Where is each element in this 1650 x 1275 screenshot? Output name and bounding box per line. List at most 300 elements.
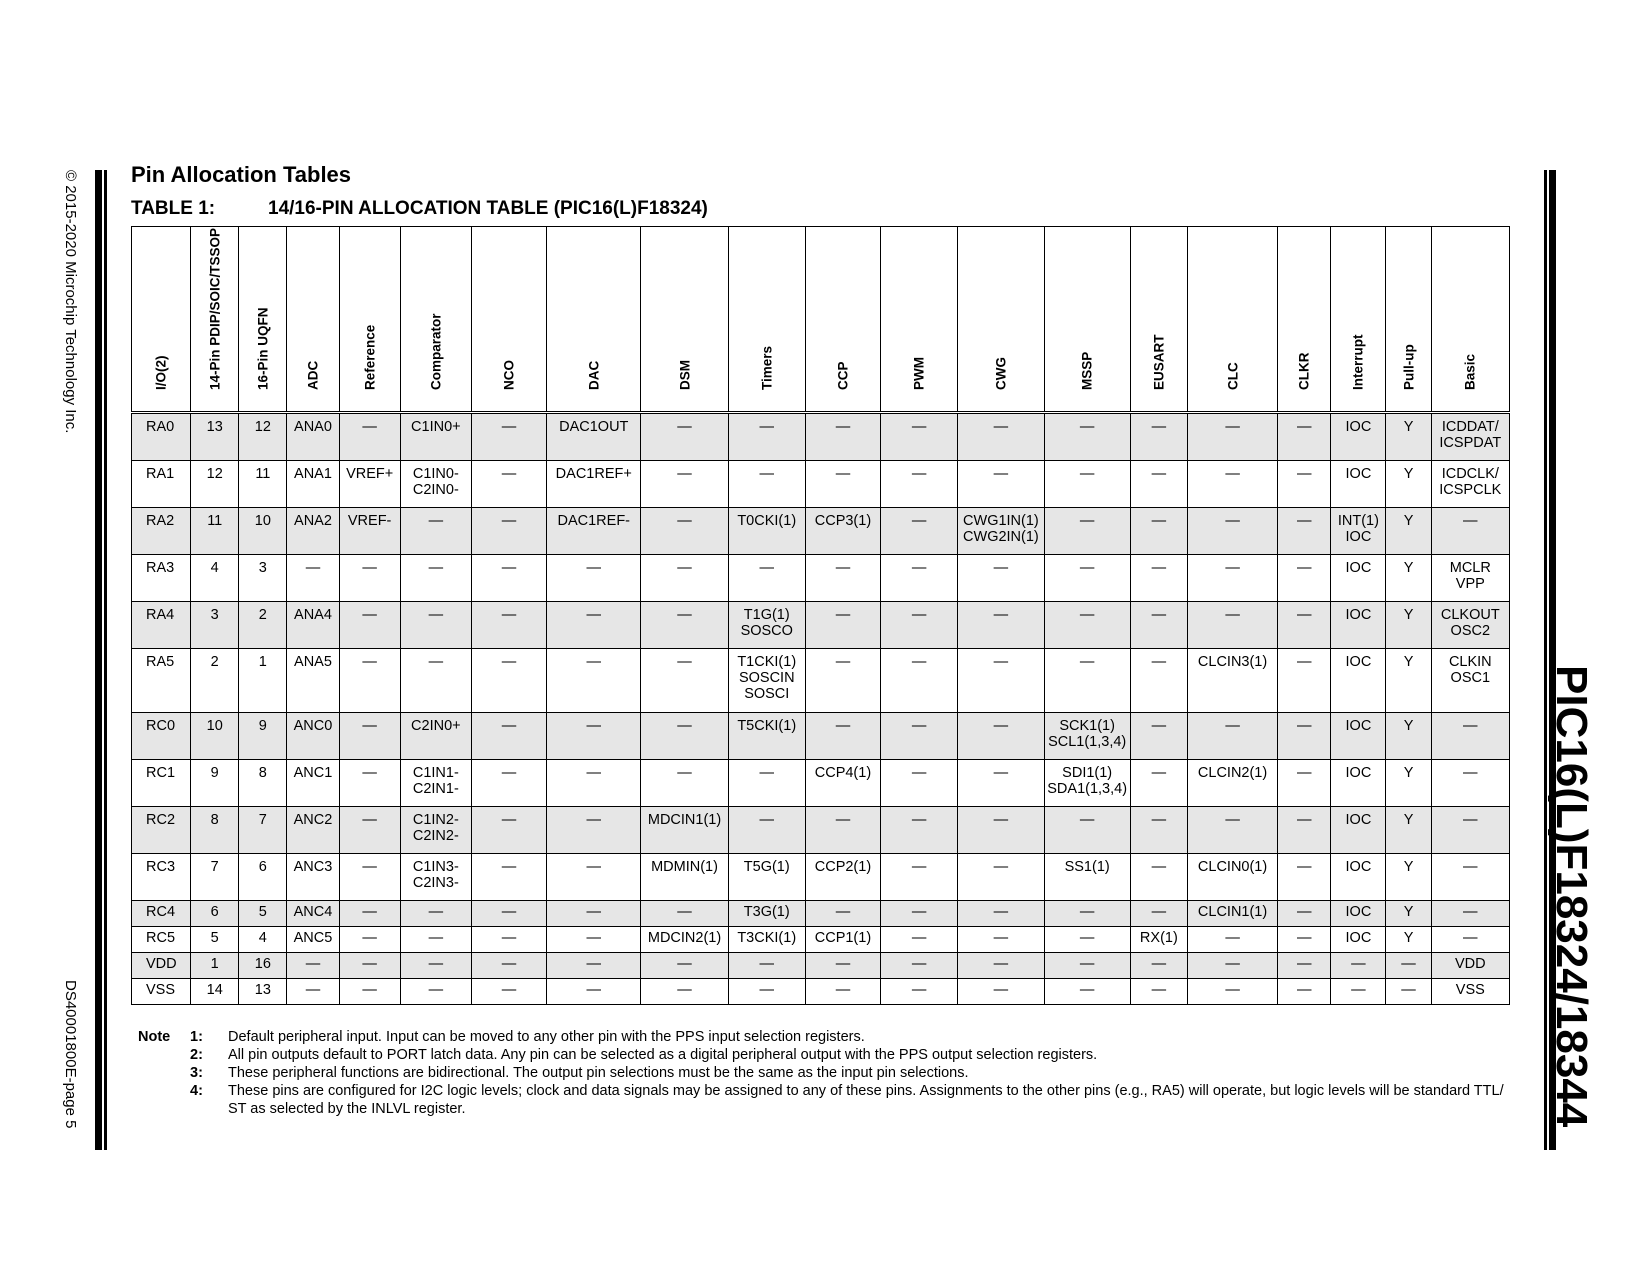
table-cell: —	[958, 854, 1044, 901]
table-cell: —	[1187, 461, 1277, 508]
table-cell: —	[958, 713, 1044, 760]
table-cell: —	[881, 901, 958, 927]
table-cell: ICDDAT/ ICSPDAT	[1431, 413, 1509, 461]
table-cell: —	[1044, 927, 1130, 953]
table-cell: —	[1278, 854, 1331, 901]
table-cell: —	[881, 807, 958, 854]
table-cell: —	[1187, 713, 1277, 760]
table-cell: RX(1)	[1130, 927, 1187, 953]
col-header	[339, 227, 400, 413]
col-header-label: NCO	[501, 360, 517, 390]
table-cell: —	[958, 901, 1044, 927]
table-cell: —	[881, 953, 958, 979]
table-cell: —	[471, 555, 546, 602]
table-row	[132, 807, 1510, 854]
table-cell: —	[805, 807, 880, 854]
table-cell: ANC0	[287, 713, 339, 760]
table-cell: —	[805, 901, 880, 927]
table-cell: —	[728, 555, 805, 602]
table-cell: —	[728, 413, 805, 461]
table-cell: CCP4(1)	[805, 760, 880, 807]
table-cell: —	[1187, 508, 1277, 555]
table-cell: 14	[191, 979, 239, 1005]
col-header-label: Reference	[362, 324, 378, 390]
table-cell: —	[1130, 760, 1187, 807]
table-cell: —	[881, 649, 958, 713]
table-cell: CLCIN2(1)	[1187, 760, 1277, 807]
table-label: TABLE 1:	[131, 198, 216, 219]
table-cell: —	[400, 649, 471, 713]
table-cell: —	[339, 854, 400, 901]
table-cell: —	[805, 555, 880, 602]
table-cell: ICDCLK/ ICSPCLK	[1431, 461, 1509, 508]
col-header-label: DAC	[586, 360, 602, 390]
table-cell: —	[1431, 854, 1509, 901]
table-cell: Y	[1386, 807, 1431, 854]
table-body	[132, 413, 1510, 1005]
col-header	[1431, 227, 1509, 413]
note-number: 3:	[190, 1065, 203, 1081]
table-cell: MDCIN2(1)	[641, 927, 728, 953]
table-cell: —	[339, 713, 400, 760]
col-header-label: PWM	[911, 357, 927, 390]
table-cell: —	[641, 508, 728, 555]
table-cell: 6	[191, 901, 239, 927]
table-cell: —	[1044, 953, 1130, 979]
col-header	[547, 227, 641, 413]
table-cell: 5	[191, 927, 239, 953]
table-cell: —	[339, 979, 400, 1005]
table-cell: —	[1278, 901, 1331, 927]
col-header	[1130, 227, 1187, 413]
table-cell: IOC	[1331, 713, 1386, 760]
table-cell: —	[547, 602, 641, 649]
table-cell: —	[471, 807, 546, 854]
table-cell: MDCIN1(1)	[641, 807, 728, 854]
table-cell: —	[471, 508, 546, 555]
note-item	[138, 1028, 1508, 1046]
table-cell: CLCIN3(1)	[1187, 649, 1277, 713]
col-header	[1044, 227, 1130, 413]
col-header	[239, 227, 287, 413]
col-header	[191, 227, 239, 413]
table-cell: —	[547, 555, 641, 602]
table-cell: RC0	[132, 713, 191, 760]
part-number-title: PIC16(L)F18324/18344	[1547, 665, 1596, 1128]
table-cell: —	[1278, 953, 1331, 979]
table-cell: C1IN0- C2IN0-	[400, 461, 471, 508]
table-cell: —	[1130, 979, 1187, 1005]
table-cell: SCK1(1) SCL1(1,3,4)	[1044, 713, 1130, 760]
table-cell: —	[1278, 649, 1331, 713]
table-cell: ANC1	[287, 760, 339, 807]
col-header-label: I/O(2)	[153, 355, 169, 390]
table-cell: —	[547, 979, 641, 1005]
table-cell: IOC	[1331, 760, 1386, 807]
table-cell: —	[881, 555, 958, 602]
note-text: These peripheral functions are bidirectional. The output pin selections must be the same as the input pin selections.	[228, 1065, 969, 1081]
table-cell: T1G(1) SOSCO	[728, 602, 805, 649]
table-cell: —	[1130, 461, 1187, 508]
table-cell: —	[1331, 953, 1386, 979]
table-cell: CWG1IN(1) CWG2IN(1)	[958, 508, 1044, 555]
table-cell: —	[641, 555, 728, 602]
table-row	[132, 508, 1510, 555]
table-cell: —	[805, 461, 880, 508]
table-cell: —	[805, 649, 880, 713]
col-header	[1386, 227, 1431, 413]
table-caption	[131, 198, 708, 220]
table-cell: —	[641, 979, 728, 1005]
table-cell: —	[958, 807, 1044, 854]
table-cell: SDI1(1) SDA1(1,3,4)	[1044, 760, 1130, 807]
table-cell: —	[641, 413, 728, 461]
table-cell: 1	[239, 649, 287, 713]
col-header-label: CWG	[993, 357, 1009, 390]
col-header-label: Interrupt	[1350, 334, 1366, 390]
table-cell: CCP1(1)	[805, 927, 880, 953]
table-cell: DAC1OUT	[547, 413, 641, 461]
table-cell: VDD	[132, 953, 191, 979]
table-cell: T3G(1)	[728, 901, 805, 927]
col-header	[728, 227, 805, 413]
note-item	[138, 1064, 1508, 1082]
col-header	[958, 227, 1044, 413]
table-cell: —	[881, 979, 958, 1005]
table-cell: 9	[239, 713, 287, 760]
table-cell: 6	[239, 854, 287, 901]
table-cell: —	[881, 413, 958, 461]
table-cell: —	[881, 602, 958, 649]
table-cell: —	[1187, 953, 1277, 979]
col-header-label: Pull-up	[1401, 344, 1417, 390]
table-cell: —	[1187, 927, 1277, 953]
table-cell: —	[728, 807, 805, 854]
table-cell: —	[958, 927, 1044, 953]
table-row	[132, 649, 1510, 713]
table-cell: 12	[239, 413, 287, 461]
table-cell: —	[471, 649, 546, 713]
table-cell: VDD	[1431, 953, 1509, 979]
table-cell: —	[547, 953, 641, 979]
table-cell: —	[881, 461, 958, 508]
table-cell: CLKOUT OSC2	[1431, 602, 1509, 649]
col-header-label: 14-Pin PDIP/SOIC/TSSOP	[207, 227, 223, 390]
table-cell: —	[1386, 953, 1431, 979]
col-header-label: CLKR	[1296, 352, 1312, 390]
table-cell: 13	[191, 413, 239, 461]
table-cell: —	[287, 555, 339, 602]
table-cell: 3	[191, 602, 239, 649]
section-title: Pin Allocation Tables	[131, 162, 352, 187]
pin-allocation-table	[131, 226, 1510, 1005]
table-cell: C2IN0+	[400, 713, 471, 760]
table-cell: —	[287, 953, 339, 979]
table-cell: —	[641, 713, 728, 760]
table-cell: —	[339, 807, 400, 854]
table-cell: —	[1278, 555, 1331, 602]
table-cell: —	[1130, 602, 1187, 649]
table-cell: —	[881, 927, 958, 953]
table-cell: —	[471, 953, 546, 979]
note-item	[138, 1082, 1508, 1118]
col-header	[1278, 227, 1331, 413]
table-cell: —	[641, 602, 728, 649]
table-cell: ANC5	[287, 927, 339, 953]
table-cell: —	[641, 953, 728, 979]
table-cell: —	[339, 555, 400, 602]
table-cell: —	[1044, 555, 1130, 602]
table-cell: Y	[1386, 413, 1431, 461]
table-cell: —	[958, 413, 1044, 461]
table-cell: —	[400, 901, 471, 927]
table-cell: —	[547, 901, 641, 927]
table-cell: —	[1187, 555, 1277, 602]
table-cell: ANC3	[287, 854, 339, 901]
table-cell: —	[471, 713, 546, 760]
table-cell: C1IN0+	[400, 413, 471, 461]
col-header-label: ADC	[305, 360, 321, 390]
col-header	[1187, 227, 1277, 413]
table-cell: Y	[1386, 760, 1431, 807]
note-text: All pin outputs default to PORT latch data. Any pin can be selected as a digital peripheral output with the PPS output selection registers.	[228, 1047, 1098, 1063]
table-cell: —	[1431, 713, 1509, 760]
table-cell: —	[1130, 413, 1187, 461]
table-cell: —	[881, 713, 958, 760]
table-cell: VREF+	[339, 461, 400, 508]
table-cell: 10	[191, 713, 239, 760]
table-cell: CLCIN0(1)	[1187, 854, 1277, 901]
table-cell: C1IN3- C2IN3-	[400, 854, 471, 901]
col-header	[400, 227, 471, 413]
table-cell: —	[1044, 979, 1130, 1005]
note-text: Default peripheral input. Input can be moved to any other pin with the PPS input selection registers.	[228, 1029, 865, 1045]
table-cell: ANA5	[287, 649, 339, 713]
table-cell: IOC	[1331, 602, 1386, 649]
table-cell: —	[339, 901, 400, 927]
table-cell: 7	[191, 854, 239, 901]
table-cell: —	[547, 927, 641, 953]
table-cell: MDMIN(1)	[641, 854, 728, 901]
table-cell: —	[1278, 927, 1331, 953]
table-cell: —	[1278, 807, 1331, 854]
note-number: 1:	[190, 1029, 203, 1045]
copyright-text: © 2015-2020 Microchip Technology Inc.	[62, 170, 79, 434]
table-cell: T0CKI(1)	[728, 508, 805, 555]
table-row	[132, 760, 1510, 807]
table-cell: —	[1278, 979, 1331, 1005]
table-cell: —	[1431, 508, 1509, 555]
table-cell: CLKIN OSC1	[1431, 649, 1509, 713]
col-header-label: 16-Pin UQFN	[255, 307, 271, 390]
table-cell: —	[400, 508, 471, 555]
table-cell: —	[1386, 979, 1431, 1005]
table-cell: —	[339, 602, 400, 649]
table-cell: RA0	[132, 413, 191, 461]
table-row	[132, 602, 1510, 649]
col-header-label: CCP	[835, 361, 851, 390]
table-cell: RA2	[132, 508, 191, 555]
table-cell: —	[471, 927, 546, 953]
table-cell: Y	[1386, 927, 1431, 953]
table-cell: —	[641, 760, 728, 807]
table-cell: DAC1REF+	[547, 461, 641, 508]
table-cell: IOC	[1331, 807, 1386, 854]
table-cell: —	[805, 602, 880, 649]
col-header-label: Timers	[759, 345, 775, 390]
table-row	[132, 713, 1510, 760]
table-cell: —	[641, 461, 728, 508]
table-cell: —	[1044, 901, 1130, 927]
table-cell: RC3	[132, 854, 191, 901]
table-cell: —	[547, 854, 641, 901]
col-header	[641, 227, 728, 413]
table-cell: —	[339, 413, 400, 461]
table-cell: INT(1) IOC	[1331, 508, 1386, 555]
table-cell: —	[1431, 927, 1509, 953]
table-cell: —	[400, 953, 471, 979]
table-cell: —	[805, 413, 880, 461]
col-header-label: MSSP	[1079, 351, 1095, 390]
table-cell: Y	[1386, 555, 1431, 602]
table-cell: —	[1130, 854, 1187, 901]
table-header-row	[132, 227, 1510, 413]
note-number: 4:	[190, 1083, 203, 1099]
table-cell: —	[339, 760, 400, 807]
table-cell: CCP2(1)	[805, 854, 880, 901]
table-cell: 4	[191, 555, 239, 602]
note-item	[138, 1046, 1508, 1064]
col-header-label: CLC	[1225, 362, 1241, 390]
table-cell: —	[1130, 649, 1187, 713]
table-cell: CLCIN1(1)	[1187, 901, 1277, 927]
table-cell: —	[1044, 602, 1130, 649]
table-cell: —	[471, 461, 546, 508]
table-cell: VSS	[1431, 979, 1509, 1005]
table-cell: —	[547, 760, 641, 807]
table-cell: —	[1431, 760, 1509, 807]
left-border-bar-thick	[95, 170, 102, 1150]
table-title: 14/16-PIN ALLOCATION TABLE (PIC16(L)F18324)	[268, 198, 708, 219]
table-cell: —	[339, 953, 400, 979]
col-header	[881, 227, 958, 413]
table-cell: —	[1278, 713, 1331, 760]
table-cell: —	[1130, 807, 1187, 854]
table-row	[132, 555, 1510, 602]
table-cell: —	[958, 760, 1044, 807]
table-cell: Y	[1386, 713, 1431, 760]
table-cell: —	[1278, 760, 1331, 807]
table-row	[132, 979, 1510, 1005]
table-cell: —	[1044, 508, 1130, 555]
table-cell: 3	[239, 555, 287, 602]
note-label: Note	[138, 1029, 171, 1045]
table-cell: —	[1044, 649, 1130, 713]
table-cell: C1IN1- C2IN1-	[400, 760, 471, 807]
table-cell: 10	[239, 508, 287, 555]
col-header-label: Comparator	[428, 313, 444, 390]
table-cell: —	[1130, 555, 1187, 602]
table-cell: —	[287, 979, 339, 1005]
col-header-label: Basic	[1462, 353, 1478, 390]
table-cell: —	[728, 760, 805, 807]
table-cell: DAC1REF-	[547, 508, 641, 555]
table-cell: RA4	[132, 602, 191, 649]
table-cell: 4	[239, 927, 287, 953]
table-cell: RA5	[132, 649, 191, 713]
table-cell: ANC2	[287, 807, 339, 854]
table-cell: —	[805, 953, 880, 979]
table-cell: —	[1130, 901, 1187, 927]
table-cell: —	[471, 602, 546, 649]
table-cell: RC4	[132, 901, 191, 927]
table-cell: ANA1	[287, 461, 339, 508]
table-cell: —	[728, 979, 805, 1005]
table-cell: 8	[191, 807, 239, 854]
table-cell: IOC	[1331, 649, 1386, 713]
table-cell: —	[471, 979, 546, 1005]
table-cell: —	[400, 979, 471, 1005]
note-text: These pins are configured for I2C logic levels; clock and data signals may be assigned to any of these pins. Assignments to the other pins (e.g., RA5) will operate, but logic levels will be standard TTL/ ST as selected by the INLVL register.	[228, 1083, 1504, 1117]
table-cell: 9	[191, 760, 239, 807]
table-cell: IOC	[1331, 854, 1386, 901]
table-cell: CCP3(1)	[805, 508, 880, 555]
table-cell: —	[1187, 979, 1277, 1005]
table-cell: 8	[239, 760, 287, 807]
table-cell: VSS	[132, 979, 191, 1005]
table-cell: RC5	[132, 927, 191, 953]
table-cell: 5	[239, 901, 287, 927]
table-cell: ANA4	[287, 602, 339, 649]
table-cell: —	[881, 854, 958, 901]
table-cell: 16	[239, 953, 287, 979]
table-cell: —	[547, 649, 641, 713]
table-row	[132, 901, 1510, 927]
table-cell: ANA0	[287, 413, 339, 461]
note-number: 2:	[190, 1047, 203, 1063]
table-row	[132, 927, 1510, 953]
table-cell: MCLR VPP	[1431, 555, 1509, 602]
table-row	[132, 413, 1510, 461]
table-cell: —	[881, 508, 958, 555]
table-cell: —	[958, 979, 1044, 1005]
table-cell: —	[400, 555, 471, 602]
col-header	[287, 227, 339, 413]
document-page-number: DS40001800E-page 5	[62, 980, 79, 1129]
table-cell: T5G(1)	[728, 854, 805, 901]
table-cell: 7	[239, 807, 287, 854]
table-row	[132, 854, 1510, 901]
table-cell: —	[339, 649, 400, 713]
table-cell: IOC	[1331, 901, 1386, 927]
table-cell: —	[641, 901, 728, 927]
table-cell: RA1	[132, 461, 191, 508]
table-cell: T3CKI(1)	[728, 927, 805, 953]
table-cell: —	[547, 807, 641, 854]
table-cell: RC2	[132, 807, 191, 854]
table-cell: 1	[191, 953, 239, 979]
table-cell: IOC	[1331, 461, 1386, 508]
table-cell: —	[471, 413, 546, 461]
table-cell: —	[958, 461, 1044, 508]
table-cell: IOC	[1331, 413, 1386, 461]
col-header	[805, 227, 880, 413]
table-cell: C1IN2- C2IN2-	[400, 807, 471, 854]
table-cell: —	[1278, 461, 1331, 508]
table-cell: Y	[1386, 854, 1431, 901]
table-cell: 13	[239, 979, 287, 1005]
table-cell: —	[958, 649, 1044, 713]
